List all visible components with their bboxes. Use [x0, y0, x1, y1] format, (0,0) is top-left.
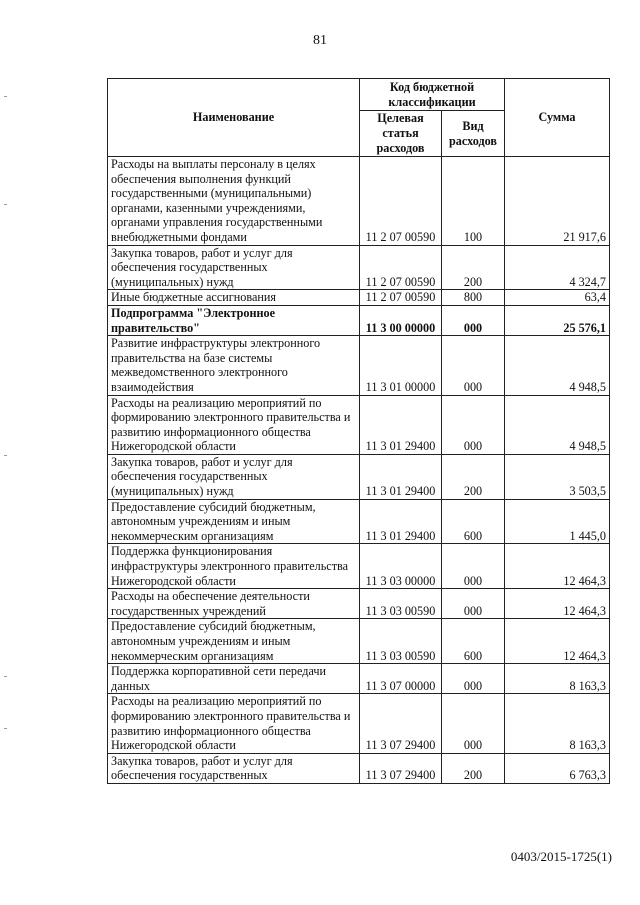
row-expense-type: 200: [442, 245, 505, 290]
row-sum: 8 163,3: [505, 694, 610, 753]
table-row: [108, 619, 610, 664]
margin-tick: [4, 676, 7, 677]
row-name: Поддержка функционирования инфраструктуры электронного правительства Нижегородской области: [108, 544, 360, 589]
row-name: Поддержка корпоративной сети передачи данных: [108, 664, 360, 694]
table-row: [108, 664, 610, 694]
row-expense-type: 000: [442, 395, 505, 454]
row-sum: 4 948,5: [505, 336, 610, 395]
row-target-code: 11 2 07 00590: [360, 245, 442, 290]
row-name: Закупка товаров, работ и услуг для обеспечения государственных (муниципальных) нужд: [108, 245, 360, 290]
row-expense-type: 600: [442, 499, 505, 544]
table-row: [108, 395, 610, 454]
row-expense-type: 800: [442, 290, 505, 306]
header-sum: Сумма: [505, 79, 610, 157]
row-name: Расходы на выплаты персоналу в целях обеспечения выполнения функций государственными (муниципальными) органами, казенными учреждениями, органами управления государственными внебюджетными фондами: [108, 157, 360, 246]
row-expense-type: 200: [442, 454, 505, 499]
row-expense-type: 100: [442, 157, 505, 246]
table-row: [108, 694, 610, 753]
table-row: [108, 454, 610, 499]
margin-tick: [4, 728, 7, 729]
row-name: Иные бюджетные ассигнования: [108, 290, 360, 306]
row-expense-type: 000: [442, 544, 505, 589]
row-expense-type: 000: [442, 305, 505, 335]
row-name: Предоставление субсидий бюджетным, автономным учреждениям и иным некоммерческим организациям: [108, 499, 360, 544]
row-name: Закупка товаров, работ и услуг для обеспечения государственных (муниципальных) нужд: [108, 454, 360, 499]
row-sum: 21 917,6: [505, 157, 610, 246]
row-name: Развитие инфраструктуры электронного правительства на базе системы межведомственного электронного взаимодействия: [108, 336, 360, 395]
row-target-code: 11 2 07 00590: [360, 290, 442, 306]
row-target-code: 11 2 07 00590: [360, 157, 442, 246]
row-target-code: 11 3 01 00000: [360, 336, 442, 395]
table-row: [108, 157, 610, 246]
row-target-code: 11 3 01 29400: [360, 499, 442, 544]
row-target-code: 11 3 03 00590: [360, 619, 442, 664]
table-header: [108, 79, 610, 157]
margin-tick: [4, 204, 7, 205]
table-row: [108, 245, 610, 290]
page-number: 81: [313, 33, 327, 48]
row-expense-type: 000: [442, 336, 505, 395]
margin-tick: [4, 96, 7, 97]
table-row: [108, 290, 610, 306]
table-row: [108, 589, 610, 619]
row-expense-type: 000: [442, 589, 505, 619]
row-target-code: 11 3 03 00590: [360, 589, 442, 619]
row-name: Подпрограмма "Электронное правительство": [108, 305, 360, 335]
row-target-code: 11 3 07 00000: [360, 664, 442, 694]
row-expense-type: 200: [442, 753, 505, 783]
row-expense-type: 600: [442, 619, 505, 664]
row-target-code: 11 3 01 29400: [360, 454, 442, 499]
row-name: Закупка товаров, работ и услуг для обеспечения государственных: [108, 753, 360, 783]
row-expense-type: 000: [442, 664, 505, 694]
row-name: Расходы на реализацию мероприятий по формированию электронного правительства и развитию информационного общества Нижегородской области: [108, 694, 360, 753]
row-sum: 63,4: [505, 290, 610, 306]
header-code-group: Код бюджетной классификации: [360, 79, 505, 111]
row-target-code: 11 3 03 00000: [360, 544, 442, 589]
row-sum: 12 464,3: [505, 589, 610, 619]
table-row: [108, 336, 610, 395]
table-row: [108, 305, 610, 335]
table-row: [108, 499, 610, 544]
row-sum: 1 445,0: [505, 499, 610, 544]
header-type: Вид расходов: [442, 111, 505, 157]
document-code: 0403/2015-1725(1): [510, 849, 612, 864]
budget-table: [107, 78, 610, 784]
row-name: Расходы на реализацию мероприятий по формированию электронного правительства и развитию информационного общества Нижегородской области: [108, 395, 360, 454]
row-sum: 6 763,3: [505, 753, 610, 783]
row-sum: 12 464,3: [505, 619, 610, 664]
row-target-code: 11 3 00 00000: [360, 305, 442, 335]
row-sum: 12 464,3: [505, 544, 610, 589]
row-target-code: 11 3 01 29400: [360, 395, 442, 454]
row-sum: 25 576,1: [505, 305, 610, 335]
header-name: Наименование: [108, 79, 360, 157]
table-row: [108, 544, 610, 589]
row-name: Предоставление субсидий бюджетным, автономным учреждениям и иным некоммерческим организациям: [108, 619, 360, 664]
row-sum: 3 503,5: [505, 454, 610, 499]
row-expense-type: 000: [442, 694, 505, 753]
row-sum: 4 324,7: [505, 245, 610, 290]
row-sum: 4 948,5: [505, 395, 610, 454]
header-target: Целевая статья расходов: [360, 111, 442, 157]
margin-tick: [4, 455, 7, 456]
row-sum: 8 163,3: [505, 664, 610, 694]
table-row: [108, 753, 610, 783]
table-body: [108, 157, 610, 784]
row-target-code: 11 3 07 29400: [360, 694, 442, 753]
row-name: Расходы на обеспечение деятельности государственных учреждений: [108, 589, 360, 619]
row-target-code: 11 3 07 29400: [360, 753, 442, 783]
